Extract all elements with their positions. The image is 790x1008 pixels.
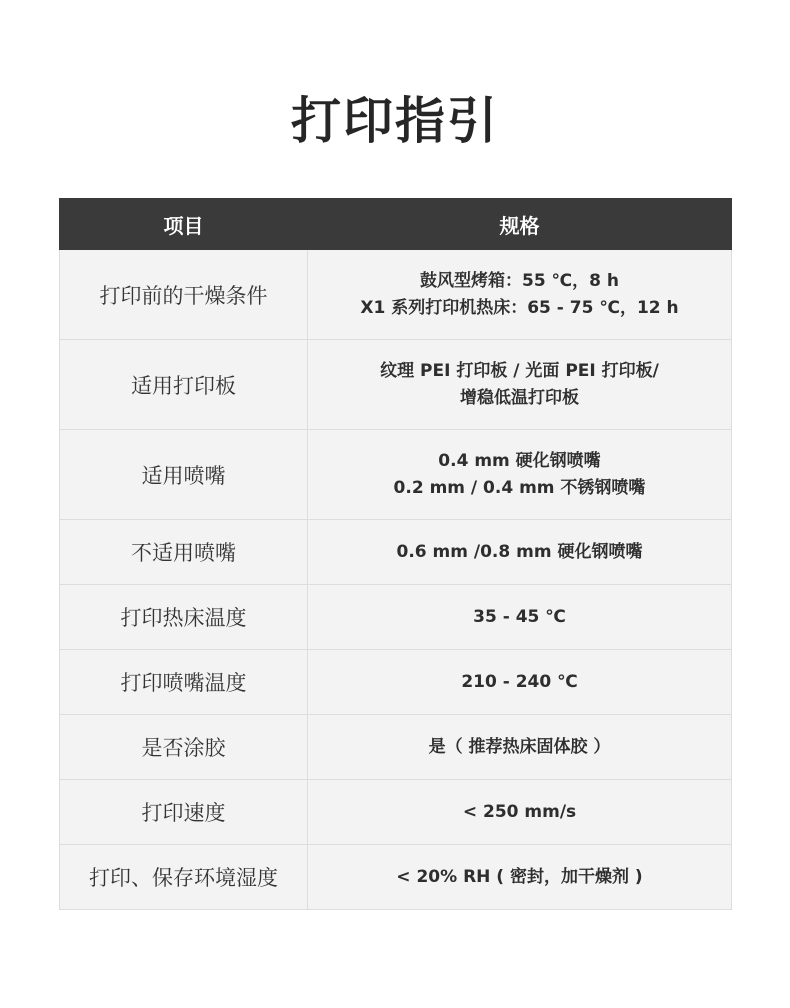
spec-line: 增稳低温打印板 — [460, 387, 579, 408]
row-item-label: 是否涂胶 — [60, 715, 308, 780]
spec-line: 35 - 45 ℃ — [473, 606, 566, 627]
row-spec-value — [308, 430, 732, 520]
row-spec-value — [308, 715, 732, 780]
table-header-row — [60, 199, 732, 250]
page-title: 打印指引 — [291, 92, 499, 150]
spec-line: 0.4 mm 硬化钢喷嘴 — [438, 450, 601, 471]
spec-line: 鼓风型烤箱：55 ℃，8 h — [419, 270, 619, 291]
spec-line: 0.2 mm / 0.4 mm 不锈钢喷嘴 — [393, 477, 646, 498]
table-row — [60, 585, 732, 650]
row-item-label: 适用打印板 — [60, 340, 308, 430]
row-spec-value — [308, 650, 732, 715]
table-row — [60, 340, 732, 430]
table-row — [60, 845, 732, 910]
spec-line: X1 系列打印机热床：65 - 75 ℃，12 h — [360, 297, 679, 318]
spec-line: 纹理 PEI 打印板 / 光面 PEI 打印板/ — [380, 360, 659, 381]
table-row — [60, 715, 732, 780]
spec-line: 210 - 240 ℃ — [461, 671, 578, 692]
header-item: 项目 — [60, 199, 308, 250]
table-row — [60, 430, 732, 520]
spec-line: < 20% RH ( 密封，加干燥剂 ) — [396, 866, 643, 887]
table-row — [60, 520, 732, 585]
spec-line: < 250 mm/s — [462, 801, 577, 822]
spec-line: 是（ 推荐热床固体胶 ） — [428, 736, 611, 757]
table-row — [60, 250, 732, 340]
row-item-label: 打印热床温度 — [60, 585, 308, 650]
table-row — [60, 780, 732, 845]
spec-line: 0.6 mm /0.8 mm 硬化钢喷嘴 — [396, 541, 643, 562]
row-item-label: 打印前的干燥条件 — [60, 250, 308, 340]
header-spec: 规格 — [308, 199, 732, 250]
spec-table — [59, 198, 732, 910]
table-row — [60, 650, 732, 715]
row-spec-value — [308, 780, 732, 845]
row-item-label: 适用喷嘴 — [60, 430, 308, 520]
row-spec-value — [308, 585, 732, 650]
row-spec-value — [308, 340, 732, 430]
row-item-label: 打印喷嘴温度 — [60, 650, 308, 715]
row-spec-value — [308, 845, 732, 910]
row-spec-value — [308, 520, 732, 585]
row-item-label: 打印速度 — [60, 780, 308, 845]
row-item-label: 打印、保存环境湿度 — [60, 845, 308, 910]
row-spec-value — [308, 250, 732, 340]
row-item-label: 不适用喷嘴 — [60, 520, 308, 585]
